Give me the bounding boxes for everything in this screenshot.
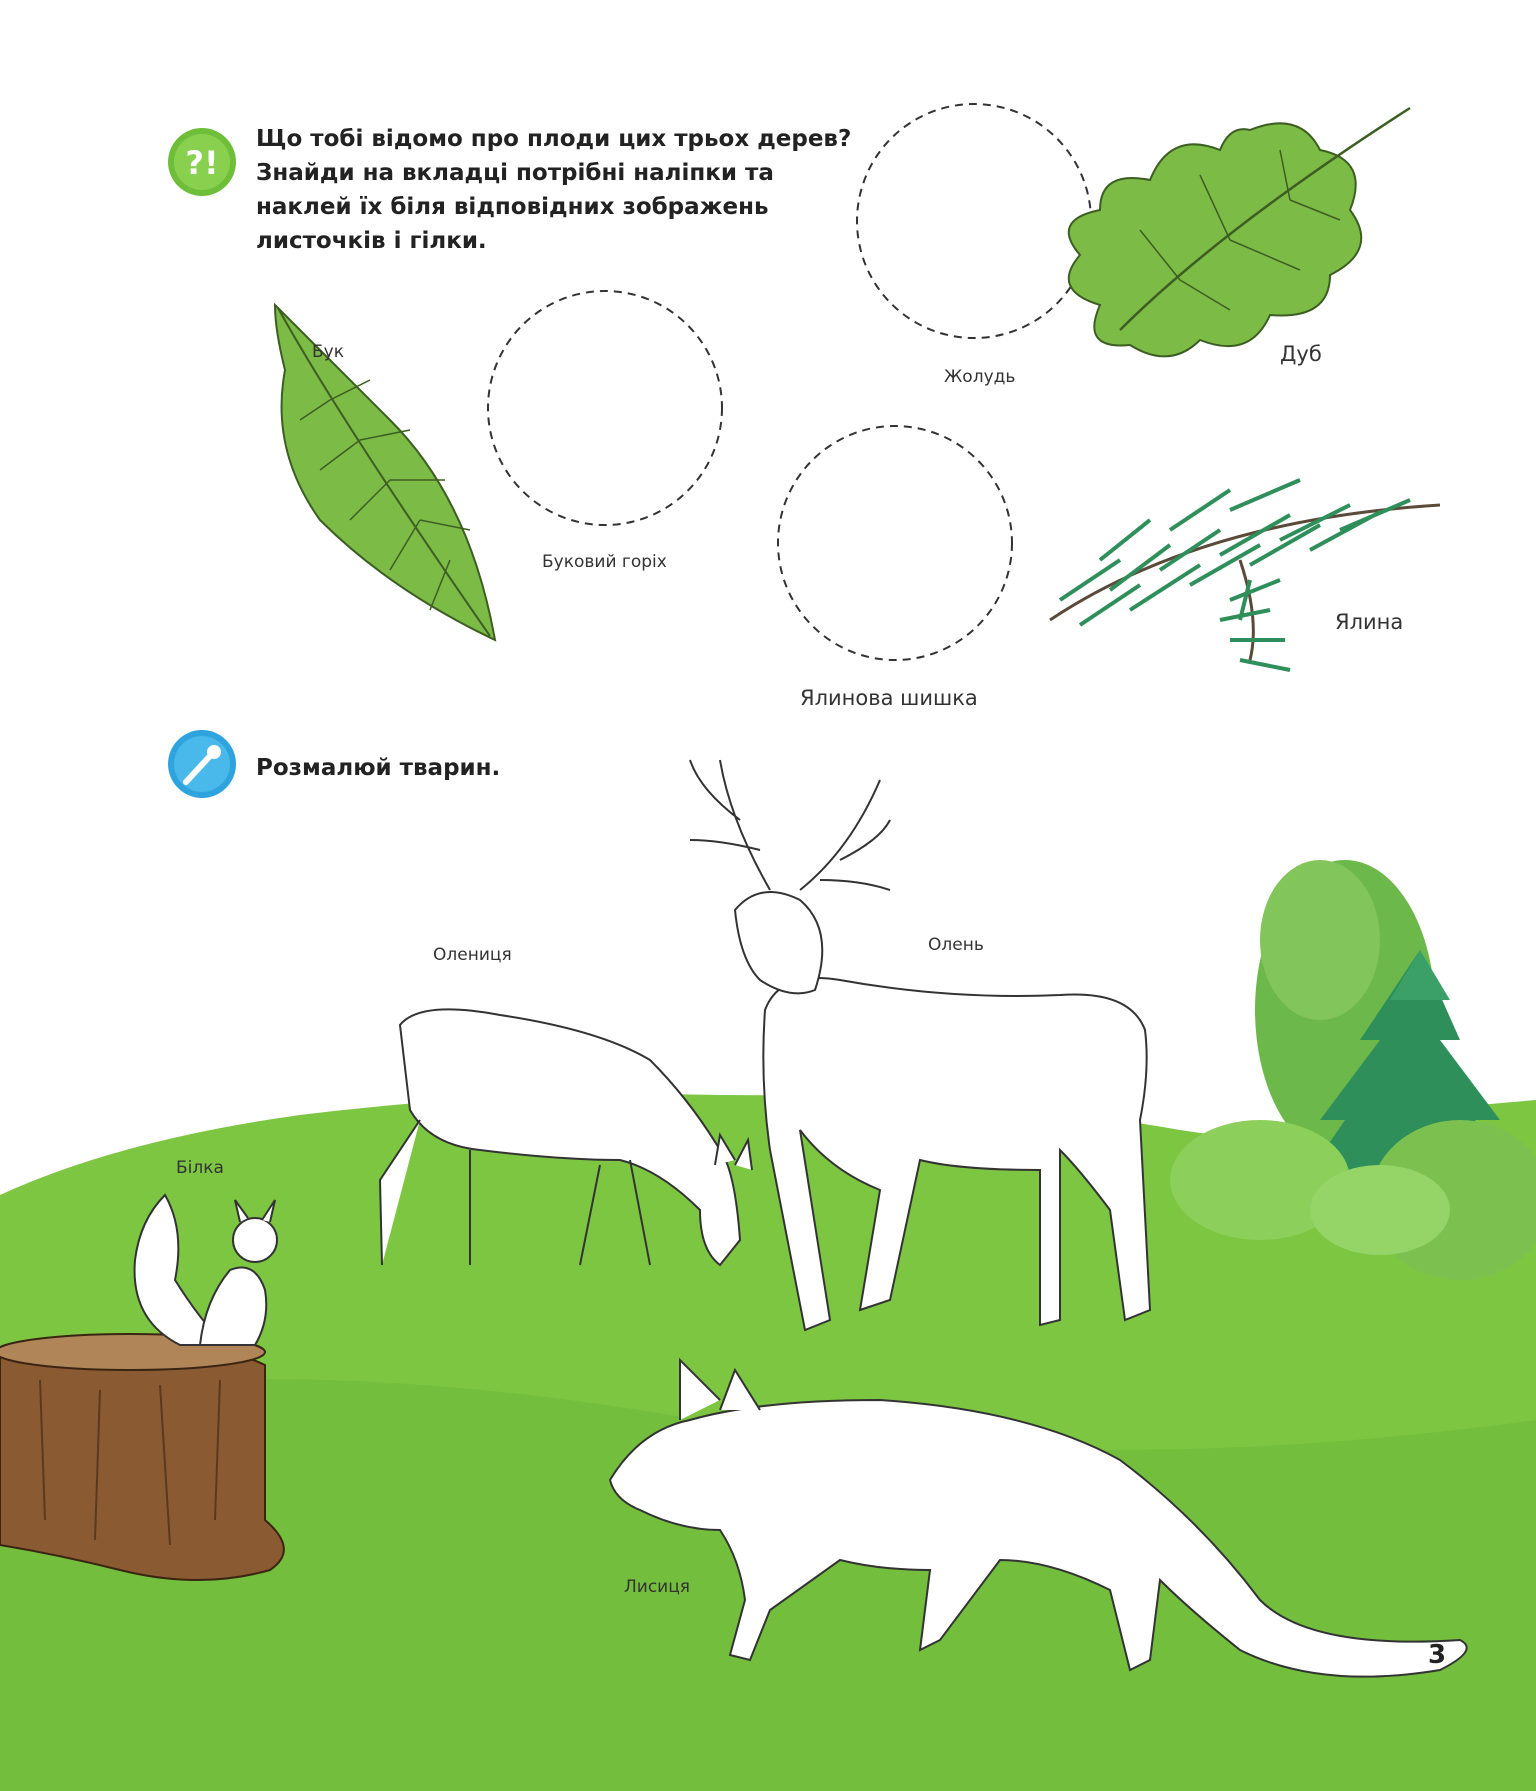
task-sticker-instruction: Що тобі відомо про плоди цих трьох дерев? Знайди на вкладці потрібні наліпки та наклей їх біля відповідних зображень листочків і гілки. [256,126,852,254]
acorn-sticker-spot[interactable] [857,104,1091,338]
tree-stump [0,1334,284,1580]
beech-nut-label: Буковий горіх [542,552,667,572]
acorn-label: Жолудь [944,367,1016,387]
task-coloring-instruction: Розмалюй тварин. [256,755,501,781]
oak-label: Дуб [1280,342,1322,366]
question-exclamation-icon [168,128,236,196]
background-trees [1170,860,1536,1280]
fir-cone-sticker-spot[interactable] [778,426,1012,660]
fir-label: Ялина [1335,610,1404,634]
beech-leaf-icon [275,305,495,640]
oak-leaf-icon [1069,108,1410,356]
stag-label: Олень [928,935,984,955]
doe-label: Олениця [433,945,512,965]
fox-label: Лисиця [624,1577,691,1597]
beech-nut-sticker-spot[interactable] [488,291,722,525]
beech-label: Бук [312,342,344,362]
page-number: 3 [1428,1640,1447,1670]
fir-branch-icon [1050,480,1440,670]
paintbrush-icon [168,730,236,798]
squirrel-label: Білка [176,1158,224,1178]
svg-text:?!: ?! [185,144,219,182]
fir-cone-label: Ялинова шишка [800,686,978,710]
